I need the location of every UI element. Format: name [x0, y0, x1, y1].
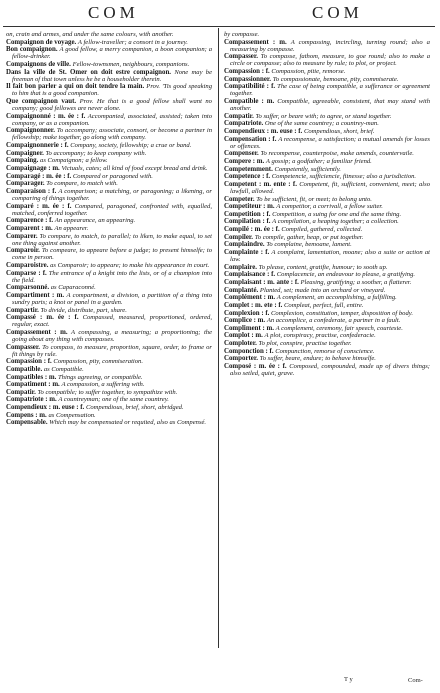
- dictionary-entry: [6, 262, 212, 269]
- dictionary-entry: [224, 241, 430, 248]
- entry-headword: Compilé : m. ée : f.: [224, 226, 280, 234]
- entry-definition: A good fellow, a merry companion, a boon companion; a fellow-drinker.: [12, 46, 212, 61]
- entry-headword: Comploter.: [224, 340, 257, 348]
- entry-headword: Comparer.: [6, 232, 38, 240]
- entry-headword: Comporter.: [224, 355, 258, 363]
- entry-definition: Complexion, constitution, temper, disposition of body.: [271, 309, 413, 317]
- entry-definition: An appearer.: [54, 224, 89, 232]
- entry-headword: Complexion : f.: [224, 309, 270, 317]
- entry-headword: Comparsonné.: [6, 284, 50, 292]
- dictionary-entry: [224, 166, 430, 173]
- entry-headword: Compaignonner.: [6, 127, 55, 135]
- dictionary-entry: [6, 46, 212, 60]
- entry-definition: Things agreeing, or compatible.: [58, 373, 143, 381]
- entry-headword: Compaing.: [6, 157, 39, 165]
- entry-headword: Il fait bon parler a qui on doit tendre la main.: [6, 83, 145, 91]
- dictionary-entry: [6, 381, 212, 388]
- running-head-left: COM: [88, 3, 139, 22]
- entry-definition: Competencie, sufficiencie, fitnesse; also a jurisdiction.: [271, 173, 417, 181]
- entry-headword: Complément : m.: [224, 294, 276, 302]
- entry-definition: as Comparoir; to appeare; to make his appearance in court.: [50, 261, 210, 269]
- entry-definition: as Compatible.: [43, 365, 84, 373]
- dictionary-entry: [6, 270, 212, 284]
- entry-definition: A complaint, lamentation, moane; also a suite or action at law.: [230, 249, 430, 264]
- dictionary-entry: [224, 150, 430, 157]
- entry-headword: Complot : m.: [224, 332, 263, 340]
- entry-headword: Complice : m.: [224, 317, 266, 325]
- entry-definition: Compassion, pitie, remorse.: [271, 68, 346, 76]
- dictionary-entry: [224, 53, 430, 67]
- entry-definition: Compared, paragoned, confronted with, equalled, matched, conferred together.: [12, 202, 212, 217]
- entry-definition: To accompany; to keep company with.: [45, 149, 147, 157]
- entry-definition: To compasse, fathom, measure, to goe round; also to make a circle or compasse; also to measure by rule; to plot, or project.: [230, 53, 430, 68]
- entry-definition: on, crain and armes, and under the same colours, with another.: [6, 31, 174, 38]
- dictionary-entry: [224, 98, 430, 112]
- entry-definition: Prov. 'Tis good speaking to him that is a good companion.: [12, 83, 212, 98]
- entry-headword: Competemment.: [224, 165, 273, 173]
- dictionary-entry: [6, 188, 212, 202]
- entry-headword: Competition : f.: [224, 210, 271, 218]
- entry-headword: Compatiment : m.: [6, 381, 60, 389]
- dictionary-entry: [224, 113, 430, 120]
- entry-headword: Comparse : f.: [6, 269, 47, 277]
- entry-headword: Compere : m.: [224, 157, 265, 165]
- entry-definition: To compare, to match with.: [46, 180, 118, 188]
- entry-headword: Compassement : m.: [6, 328, 68, 336]
- entry-headword: Comparager.: [6, 180, 45, 188]
- entry-headword: Comparagé : m. ée : f.: [6, 172, 72, 180]
- entry-definition: Prov. He that is a good fellow shall want no company; good fellowes are never alone.: [12, 97, 212, 113]
- entry-definition: To compatible; to suffer together, to sympathize with.: [37, 388, 178, 396]
- entry-definition: Compassed, measured, proportioned, ordered, regular, exact.: [12, 314, 212, 329]
- dictionary-entry: [6, 113, 212, 127]
- dictionary-entry: [224, 271, 430, 278]
- dictionary-entry: [224, 317, 430, 324]
- entry-headword: Competiteur : m.: [224, 203, 275, 211]
- dictionary-entry: [224, 348, 430, 355]
- dictionary-entry: [6, 314, 212, 328]
- signature-mark: T y: [344, 676, 353, 683]
- entry-definition: Compendious, brief, short, abridged.: [85, 404, 184, 412]
- entry-definition: To compile, gather, heap, or put together.: [254, 233, 364, 241]
- entry-headword: Competence : f.: [224, 173, 271, 181]
- entry-definition: A complement, ceremony, fair speech, courtesie.: [275, 324, 403, 332]
- dictionary-entry: [224, 355, 430, 362]
- entry-headword: Compaignons de ville.: [6, 60, 71, 68]
- entry-definition: Composed, compounded, made up of divers things; also setled, quiet, grave.: [230, 363, 430, 378]
- entry-headword: Comparoistre.: [6, 261, 49, 269]
- header-rule: [3, 26, 435, 27]
- dictionary-entry: [6, 396, 212, 403]
- entry-headword: Complaindre.: [224, 241, 265, 249]
- dictionary-entry: [224, 325, 430, 332]
- entry-definition: To plot, conspire, practise together.: [258, 340, 352, 348]
- dictionary-entry: [6, 225, 212, 232]
- dictionary-entry: [224, 31, 430, 38]
- entry-definition: Compassion, pity, commiseration.: [53, 358, 143, 366]
- entry-headword: Compatible.: [6, 365, 43, 373]
- entry-definition: Compared or paragoned with.: [72, 172, 153, 180]
- dictionary-entry: [224, 310, 430, 317]
- dictionary-entry: [224, 211, 430, 218]
- entry-definition: Compleat, perfect, full, entire.: [284, 301, 364, 309]
- dictionary-entry: [6, 69, 212, 83]
- entry-headword: Complaire.: [224, 263, 257, 271]
- entry-definition: To please, content, gratifie, humour; to sooth up.: [258, 263, 388, 271]
- right-column: [224, 31, 430, 378]
- entry-definition: To compare, to match, to parallel; to liken, to make equal, to set one thing against another.: [12, 232, 212, 247]
- dictionary-entry: [224, 196, 430, 203]
- entry-definition: To complaine, bemoane, lament.: [266, 241, 352, 249]
- entry-definition: One of the same countrey; a countrey-man.: [264, 120, 379, 128]
- entry-headword: Que compaignon vaut.: [6, 97, 77, 105]
- entry-headword: Dans la ville de St. Omer on doit estre compaignon.: [6, 68, 172, 76]
- entry-definition: An appearance, an appearing.: [54, 217, 136, 225]
- entry-definition: An accomplice, a confederate, a partner in a fault.: [266, 317, 401, 325]
- entry-definition: A compassing, a measuring; a proportioning; the going about any thing with compasses.: [12, 328, 212, 343]
- entry-definition: A compilation, a heaping together; a collection.: [272, 218, 399, 226]
- entry-definition: Fellow-townsmen, neighbours, companions.: [72, 60, 190, 68]
- dictionary-entry: [6, 142, 212, 149]
- dictionary-entry: [6, 419, 212, 426]
- dictionary-entry: [6, 389, 212, 396]
- entry-definition: To suffer, or beare with; to agree, or stand together.: [255, 112, 392, 120]
- entry-definition: Victuals, cates; all kind of food except bread and drink.: [61, 164, 208, 172]
- running-head-right: COM: [312, 3, 363, 22]
- entry-headword: Compendieux : m. euse : f.: [6, 404, 85, 412]
- dictionary-entry: [224, 294, 430, 301]
- entry-headword: Compaignonné : m. ée : f.: [6, 112, 86, 120]
- entry-definition: as Caparaconné.: [50, 284, 96, 292]
- entry-definition: To accompany; associate, consort, or become a partner in fellowship; make together, go along with company.: [12, 127, 212, 142]
- entry-headword: Complanté.: [224, 286, 259, 294]
- dictionary-entry: [224, 226, 430, 233]
- entry-headword: Compassement : m.: [224, 38, 287, 46]
- dictionary-entry: [224, 287, 430, 294]
- dictionary-entry: [224, 76, 430, 83]
- dictionary-entry: [6, 39, 212, 46]
- entry-definition: Compiled, gathered, collected.: [281, 226, 363, 234]
- entry-headword: Compatriote.: [224, 120, 264, 128]
- dictionary-entry: [6, 344, 212, 358]
- dictionary-entry: [224, 249, 430, 263]
- entry-definition: Planted, set; made into an orchard or vineyard.: [259, 286, 386, 294]
- entry-headword: Compassion : f.: [224, 68, 270, 76]
- entry-headword: Compenser.: [224, 150, 259, 158]
- entry-headword: Compartir.: [6, 306, 39, 314]
- entry-definition: Compunction, remorse of conscience.: [275, 347, 375, 355]
- dictionary-entry: [224, 39, 430, 53]
- dictionary-entry: [224, 332, 430, 339]
- catchword: Com-: [408, 677, 423, 684]
- entry-headword: Compilation : f.: [224, 218, 271, 226]
- dictionary-entry: [6, 329, 212, 343]
- entry-headword: Compatriote : m.: [6, 396, 57, 404]
- dictionary-entry: [224, 363, 430, 377]
- dictionary-entry: [6, 404, 212, 411]
- dictionary-entry: [6, 98, 212, 112]
- dictionary-entry: [224, 120, 430, 127]
- dictionary-entry: [224, 302, 430, 309]
- dictionary-entry: [224, 340, 430, 347]
- entry-headword: Competer.: [224, 195, 255, 203]
- entry-headword: Composé : m. ée : f.: [224, 363, 287, 371]
- dictionary-entry: [224, 136, 430, 150]
- dictionary-entry: [6, 247, 212, 261]
- entry-headword: Compassionner.: [224, 75, 272, 83]
- dictionary-entry: [6, 412, 212, 419]
- dictionary-entry: [6, 217, 212, 224]
- entry-headword: Compliment : m.: [224, 324, 274, 332]
- entry-headword: Compatible : m.: [224, 97, 275, 105]
- dictionary-entry: [6, 157, 212, 164]
- entry-headword: Complet : m. ete : f.: [224, 301, 283, 309]
- entry-definition: To suffer, beare, endure; to behave himselfe.: [259, 355, 376, 363]
- entry-definition: A compartment, a division, a partition of a thing into sundry parts; a knot or panel in a garden.: [12, 291, 212, 306]
- entry-definition: as Compaignon; a fellow.: [40, 157, 108, 165]
- dictionary-entry: [224, 279, 430, 286]
- entry-definition: Company, society, fellowship; a crue or band.: [70, 142, 192, 150]
- entry-headword: Complainte : f.: [224, 249, 270, 257]
- entry-definition: To divide, distribute, part, share.: [40, 306, 127, 314]
- entry-headword: Compatibilité : f.: [224, 83, 276, 91]
- entry-headword: Compassé : m. ée : f.: [6, 314, 79, 322]
- entry-definition: None may be freeman of that town unless he be a householder therein.: [12, 68, 212, 83]
- entry-definition: Competition, a suing for one and the same thing.: [272, 210, 402, 218]
- entry-definition: A countreyman; one of the same countrey.: [58, 396, 169, 404]
- entry-headword: Comparoir.: [6, 247, 40, 255]
- entry-definition: by compasse.: [224, 31, 260, 38]
- entry-headword: Compaignon de voyage.: [6, 38, 77, 46]
- entry-definition: The case of being compatible, a sufferance or agreement together.: [230, 83, 430, 98]
- entry-headword: Compendieux : m. euse : f.: [224, 127, 303, 135]
- dictionary-entry: [6, 127, 212, 141]
- entry-headword: Compaignage : m.: [6, 164, 60, 172]
- entry-definition: To compassionate, bemoane, pity, commiserate.: [272, 75, 399, 83]
- dictionary-entry: [224, 158, 430, 165]
- entry-definition: Which may be compensated or requited, also as Compensé.: [49, 419, 207, 427]
- dictionary-entry: [6, 180, 212, 187]
- dictionary-entry: [6, 292, 212, 306]
- entry-definition: To compeare, to appeare before a judge; to present himselfe; to come in person.: [12, 247, 212, 262]
- entry-headword: Complaisant : m. ante : f.: [224, 278, 299, 286]
- entry-headword: Comparaison : f.: [6, 187, 57, 195]
- entry-headword: Complaisance : f.: [224, 271, 276, 279]
- dictionary-entry: [6, 307, 212, 314]
- entry-definition: The entrance of a knight into the lists, or of a champion into the field.: [12, 269, 212, 284]
- entry-definition: Compendious, short, brief.: [303, 127, 375, 135]
- entry-headword: Compatir.: [6, 388, 36, 396]
- entry-definition: To recompense, counterpoise, make amends, countervaile.: [260, 150, 414, 158]
- entry-definition: Compatible, agreeable, consistent, that may stand with another.: [230, 97, 430, 113]
- dictionary-entry: [224, 68, 430, 75]
- entry-headword: Comparent : m.: [6, 224, 53, 232]
- entry-headword: Compiler.: [224, 233, 254, 241]
- entry-definition: To compass, to measure, proportion, square, order, to frame or fit things by rule.: [12, 343, 212, 358]
- entry-definition: Accompanied, associated, assisted; taken into company, or as a companion.: [12, 112, 212, 127]
- dictionary-entry: [6, 358, 212, 365]
- entry-definition: To be sufficient, fit, or meet; to belong unto.: [256, 195, 372, 203]
- entry-headword: Compartiment : m.: [6, 291, 65, 299]
- entry-definition: Pleasing, gratifying; a soother, a flatterer.: [300, 278, 412, 286]
- entry-headword: Compens : m.: [6, 411, 47, 419]
- entry-headword: Compatir.: [224, 112, 254, 120]
- entry-definition: Complacencie, an endeavour to please, a gratifying.: [276, 271, 416, 279]
- entry-headword: Competent : m. ente : f.: [224, 180, 297, 188]
- entry-definition: A compassing, incircling, turning round; also a measuring by compasse.: [230, 38, 430, 53]
- dictionary-entry: [224, 264, 430, 271]
- entry-headword: Compasser.: [6, 343, 41, 351]
- entry-headword: Compensation : f.: [224, 135, 277, 143]
- entry-definition: Competent, fit, sufficient, convenient, meet; also lawfull, allowed.: [230, 180, 430, 195]
- dictionary-entry: [224, 181, 430, 195]
- dictionary-entry: [6, 366, 212, 373]
- entry-headword: Compensable.: [6, 419, 48, 427]
- entry-definition: as Compensation.: [48, 411, 96, 419]
- entry-definition: A recompense, a satisfaction; a mutual amends for losses or offences.: [230, 135, 430, 150]
- dictionary-entry: [224, 173, 430, 180]
- dictionary-entry: [224, 218, 430, 225]
- dictionary-entry: [6, 83, 212, 97]
- entry-definition: A gossip; a godfather; a familiar friend.: [265, 157, 372, 165]
- dictionary-entry: [224, 83, 430, 97]
- dictionary-entry: [224, 203, 430, 210]
- dictionary-entry: [224, 128, 430, 135]
- dictionary-entry: [6, 233, 212, 247]
- entry-headword: Componction : f.: [224, 347, 274, 355]
- left-column: [6, 31, 212, 427]
- entry-headword: Bon compaignon.: [6, 46, 58, 54]
- entry-headword: Compassion : f.: [6, 358, 52, 366]
- entry-definition: A complement, an accomplishing, a fulfilling.: [276, 294, 397, 302]
- dictionary-entry: [6, 31, 212, 38]
- entry-headword: Comparé : m. ée : f.: [6, 202, 72, 210]
- entry-definition: A compassion, a suffering with.: [61, 381, 145, 389]
- entry-definition: A fellow-traveller; a consort in a journey.: [77, 38, 188, 46]
- entry-headword: Compaigner.: [6, 149, 44, 157]
- dictionary-entry: [6, 165, 212, 172]
- dictionary-entry: [6, 173, 212, 180]
- column-divider: [218, 28, 219, 648]
- dictionary-entry: [6, 61, 212, 68]
- entry-headword: Compatibles : m.: [6, 373, 57, 381]
- dictionary-entry: [6, 284, 212, 291]
- entry-definition: A plot, conspiracy, practise, confederacie.: [264, 332, 376, 340]
- entry-headword: Compaignonnerie : f.: [6, 142, 69, 150]
- entry-definition: Competently, sufficiently.: [274, 165, 341, 173]
- entry-definition: A comparison; a matching, or paragoning; a likening, or comparing of things together.: [12, 187, 212, 202]
- entry-definition: A competitor, a corrivall, a fellow suiter.: [276, 203, 383, 211]
- entry-headword: Comparence : f.: [6, 217, 54, 225]
- dictionary-entry: [224, 234, 430, 241]
- dictionary-entry: [6, 150, 212, 157]
- dictionary-entry: [6, 203, 212, 217]
- entry-headword: Compasser.: [224, 53, 259, 61]
- dictionary-entry: [6, 374, 212, 381]
